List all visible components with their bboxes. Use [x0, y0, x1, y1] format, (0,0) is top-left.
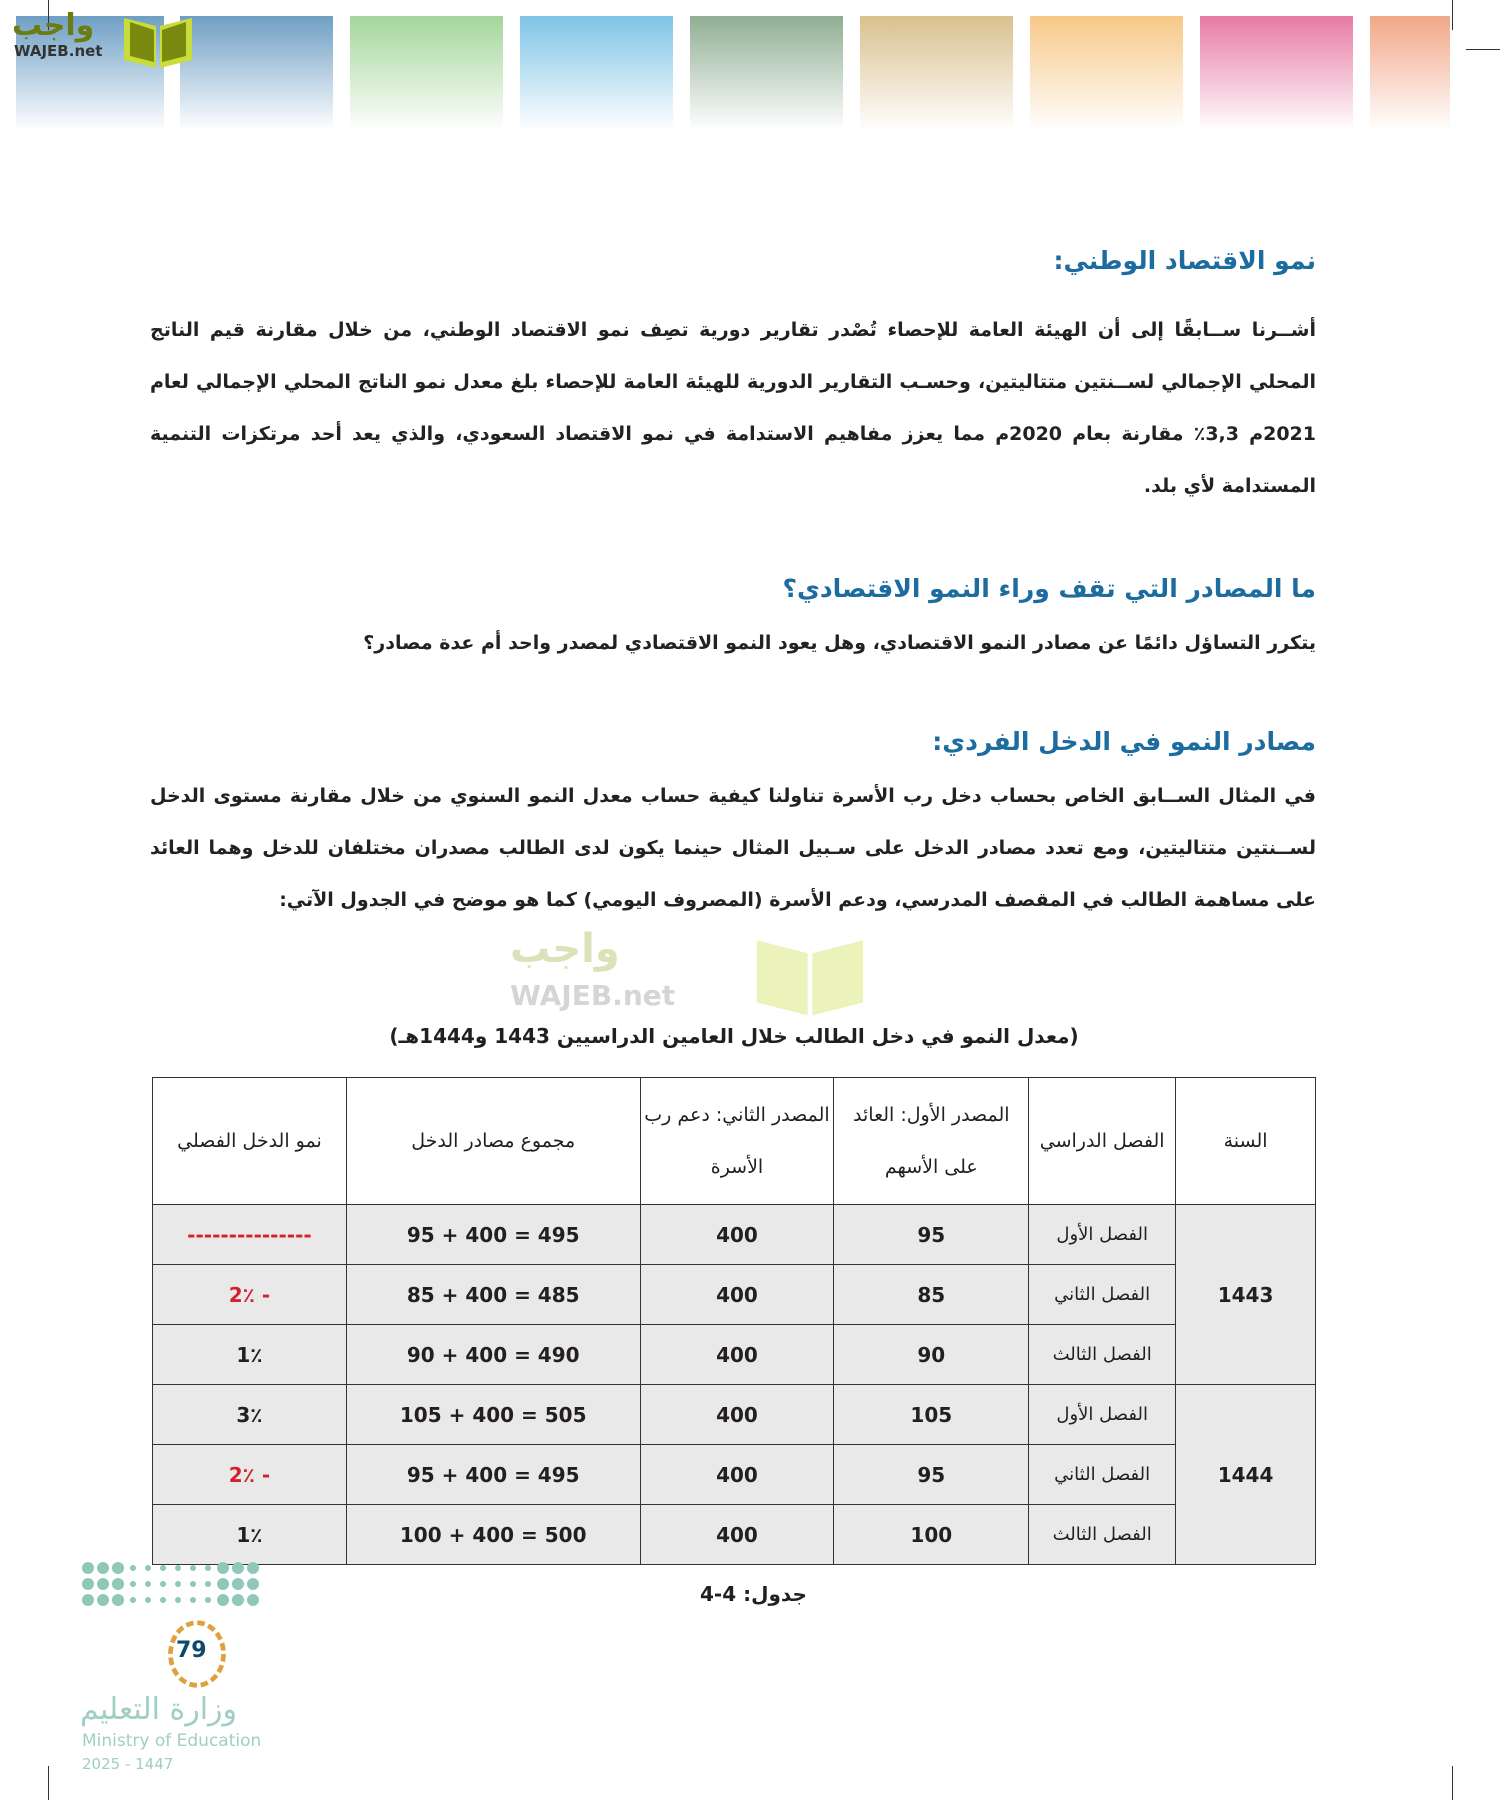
dot: [130, 1597, 136, 1603]
logo-text-ar: واجب: [12, 8, 95, 43]
logo-text-en: WAJEB.net: [14, 42, 103, 60]
dot: [247, 1578, 259, 1590]
table-row: [153, 1265, 1316, 1325]
book-icon: [120, 10, 196, 70]
dot: [217, 1594, 229, 1606]
table-header: المصدر الأول: العائد على الأسهم: [834, 1078, 1029, 1205]
year-cell: 1443: [1176, 1205, 1316, 1385]
source2-cell: 400: [640, 1505, 834, 1565]
dot: [205, 1581, 211, 1587]
dot: [97, 1594, 109, 1606]
dot: [112, 1594, 124, 1606]
dot: [145, 1597, 151, 1603]
semester-cell: الفصل الأول: [1029, 1205, 1176, 1265]
growth-cell: - 2٪: [153, 1445, 347, 1505]
watermark-text-en: WAJEB.net: [510, 979, 676, 1012]
table-row: [153, 1505, 1316, 1565]
table-header: نمو الدخل الفصلي: [153, 1078, 347, 1205]
dot: [82, 1594, 94, 1606]
dot: [247, 1594, 259, 1606]
dot: [217, 1562, 229, 1574]
income-growth-table: [152, 1077, 1316, 1565]
dot: [232, 1578, 244, 1590]
source1-cell: 90: [834, 1325, 1029, 1385]
semester-cell: الفصل الثاني: [1029, 1445, 1176, 1505]
semester-cell: الفصل الثالث: [1029, 1325, 1176, 1385]
crop-mark: [48, 1766, 49, 1800]
dot: [97, 1562, 109, 1574]
total-cell: 85 + 400 = 485: [346, 1265, 640, 1325]
table-header: المصدر الثاني: دعم رب الأسرة: [640, 1078, 834, 1205]
heading-individual-income-growth: مصادر النمو في الدخل الفردي:: [932, 727, 1316, 756]
dot: [190, 1581, 196, 1587]
semester-cell: الفصل الأول: [1029, 1385, 1176, 1445]
header-color-bar: [520, 16, 673, 131]
source1-cell: 105: [834, 1385, 1029, 1445]
total-cell: 95 + 400 = 495: [346, 1445, 640, 1505]
header-color-bar: [1030, 16, 1183, 131]
paragraph-individual-income: في المثال الســابق الخاص بحساب دخل رب الأسرة تناولنا كيفية حساب معدل النمو السنوي من خلال مقارنة مستوى الدخل لســنتين متتاليتين، ومع تعدد مصادر الدخل على سـبيل المثال حينما يكون لدى الطالب مصدران مختلفان للدخل وهما العائد على مساهمة الطالب في المقصف المدرسي، ودعم الأسرة (المصروف اليومي) كما هو موضح في الجدول الآتي:: [150, 785, 1316, 911]
total-cell: 90 + 400 = 490: [346, 1325, 640, 1385]
table-row: [153, 1445, 1316, 1505]
watermark-text-ar: واجب: [510, 926, 620, 972]
table-row: [153, 1385, 1316, 1445]
paragraph-growth-sources: يتكرر التساؤل دائمًا عن مصادر النمو الاقتصادي، وهل يعود النمو الاقتصادي لمصدر واحد أم عدة مصادر؟: [363, 632, 1316, 654]
dot: [145, 1581, 151, 1587]
table-title: (معدل النمو في دخل الطالب خلال العامين الدراسيين 1443 و1444هـ): [389, 1024, 1079, 1048]
watermark: [500, 926, 920, 1018]
table-row: [153, 1325, 1316, 1385]
header-color-bar: [1200, 16, 1353, 131]
dot: [190, 1565, 196, 1571]
page-number: 79: [176, 1638, 207, 1663]
total-cell: 95 + 400 = 495: [346, 1205, 640, 1265]
dot: [160, 1597, 166, 1603]
header-color-bar: [690, 16, 843, 131]
crop-mark: [1452, 1766, 1453, 1800]
crop-mark: [1466, 49, 1500, 50]
dot: [232, 1594, 244, 1606]
growth-cell: - 2٪: [153, 1265, 347, 1325]
dot: [190, 1597, 196, 1603]
table-row: [153, 1205, 1316, 1265]
dot: [232, 1562, 244, 1574]
dot: [97, 1578, 109, 1590]
source2-cell: 400: [640, 1265, 834, 1325]
semester-cell: الفصل الثالث: [1029, 1505, 1176, 1565]
dot: [205, 1565, 211, 1571]
dot: [160, 1581, 166, 1587]
growth-cell: ---------------: [153, 1205, 347, 1265]
source1-cell: 95: [834, 1445, 1029, 1505]
heading-growth-sources: ما المصادر التي تقف وراء النمو الاقتصادي؟: [782, 574, 1316, 603]
dot: [175, 1581, 181, 1587]
dot: [130, 1565, 136, 1571]
header-color-bar: [180, 16, 333, 131]
source2-cell: 400: [640, 1325, 834, 1385]
year-cell: 1444: [1176, 1385, 1316, 1565]
paragraph-national-economy: أشــرنا ســابقًا إلى أن الهيئة العامة للإحصاء تُصْدر تقارير دورية تصِف نمو الاقتصاد الوطني، من خلال مقارنة قيم الناتج المحلي الإجمالي لســنتين متتاليتين، وحسـب التقارير الدورية للهيئة العامة للإحصاء بلغ معدل نمو الناتج المحلي الإجمالي لعام 2021م 3,3٪ مقارنة بعام 2020م مما يعزز مفاهيم الاستدامة في نمو الاقتصاد السعودي، والذي يعد أحد مرتكزات التنمية المستدامة لأي بلد.: [150, 319, 1316, 497]
ministry-name-en: Ministry of Education: [82, 1731, 262, 1751]
dots-pattern-icon: [80, 1560, 270, 1620]
dot: [112, 1562, 124, 1574]
growth-cell: 1٪: [153, 1505, 347, 1565]
heading-national-economy-growth: نمو الاقتصاد الوطني:: [1053, 246, 1316, 275]
semester-cell: الفصل الثاني: [1029, 1265, 1176, 1325]
header-color-bar: [1370, 16, 1450, 131]
edition-year: 2025 - 1447: [82, 1755, 174, 1773]
wajeb-logo[interactable]: [10, 6, 190, 66]
growth-cell: 3٪: [153, 1385, 347, 1445]
dot: [130, 1581, 136, 1587]
total-cell: 105 + 400 = 505: [346, 1385, 640, 1445]
dot: [112, 1578, 124, 1590]
dot: [175, 1597, 181, 1603]
dot: [217, 1578, 229, 1590]
source1-cell: 100: [834, 1505, 1029, 1565]
dot: [82, 1562, 94, 1574]
dot: [205, 1597, 211, 1603]
source2-cell: 400: [640, 1445, 834, 1505]
dot: [145, 1565, 151, 1571]
table-caption: جدول: 4-4: [700, 1582, 807, 1606]
table-header: مجموع مصادر الدخل: [346, 1078, 640, 1205]
dot: [160, 1565, 166, 1571]
table-header: الفصل الدراسي: [1029, 1078, 1176, 1205]
total-cell: 100 + 400 = 500: [346, 1505, 640, 1565]
source1-cell: 85: [834, 1265, 1029, 1325]
source2-cell: 400: [640, 1385, 834, 1445]
table-header: السنة: [1176, 1078, 1316, 1205]
growth-cell: 1٪: [153, 1325, 347, 1385]
dot: [247, 1562, 259, 1574]
source2-cell: 400: [640, 1205, 834, 1265]
ministry-of-education-logo: [80, 1560, 300, 1798]
dot: [82, 1578, 94, 1590]
dot: [175, 1565, 181, 1571]
crop-mark: [1452, 0, 1453, 30]
source1-cell: 95: [834, 1205, 1029, 1265]
header-color-bar: [350, 16, 503, 131]
ministry-name-ar: وزارة التعليم: [80, 1692, 238, 1727]
watermark-book-icon: [750, 930, 870, 1018]
header-color-bar: [860, 16, 1013, 131]
